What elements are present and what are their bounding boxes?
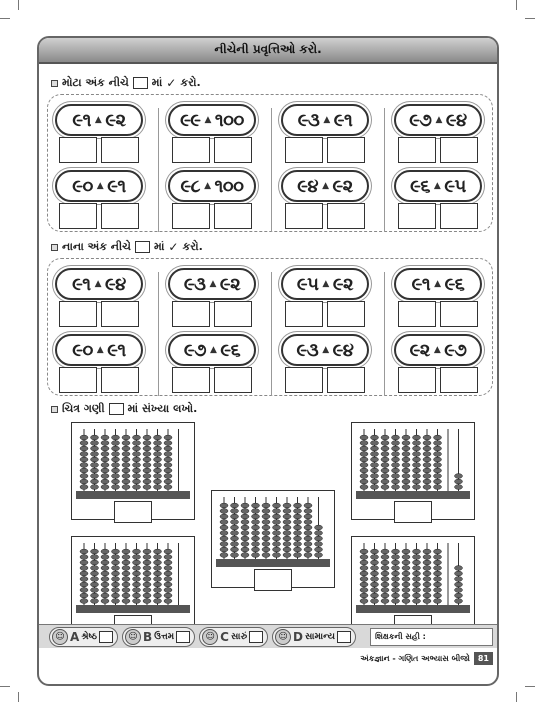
answer-box[interactable] — [172, 301, 210, 327]
grade-b — [122, 627, 195, 647]
number-pair — [390, 334, 486, 394]
instruction-text: નાના અંક નીચે — [62, 240, 131, 253]
number-pair — [164, 104, 260, 164]
number-pair — [390, 268, 486, 328]
separator-icon: ▲ — [323, 115, 330, 125]
separator-icon: ▲ — [434, 279, 441, 289]
crop-mark — [0, 18, 10, 19]
answer-box[interactable] — [101, 367, 139, 393]
number-left: ૯૩ — [297, 109, 320, 131]
number-right: ૯૨ — [332, 175, 353, 197]
column-divider — [271, 108, 272, 232]
number-right: ૯૪ — [105, 273, 126, 295]
answer-box[interactable] — [172, 137, 210, 163]
answer-box[interactable] — [101, 301, 139, 327]
answer-box-icon — [135, 241, 150, 253]
answer-box[interactable] — [327, 301, 365, 327]
number-left: ૯૩ — [296, 339, 319, 361]
answer-box[interactable] — [440, 203, 478, 229]
number-left: ૯૮ — [180, 175, 201, 197]
number-left: ૯૪ — [297, 175, 319, 197]
grade-d — [272, 627, 356, 647]
grade-checkbox[interactable] — [99, 631, 113, 643]
smiley-face-icon: ☺ — [52, 629, 68, 645]
column-divider — [384, 108, 385, 232]
number-right: ૯૧ — [333, 109, 353, 131]
count-answer-box[interactable] — [394, 501, 432, 523]
teacher-signature-label: શિક્ષકની સહી : — [374, 631, 426, 641]
grade-bar — [39, 624, 497, 648]
number-cloud — [281, 334, 369, 366]
smiley-face-icon: ☺ — [275, 629, 291, 645]
answer-box[interactable] — [285, 203, 323, 229]
number-left: ૯૭ — [183, 339, 206, 361]
separator-icon: ▲ — [209, 279, 216, 289]
number-cloud — [55, 170, 143, 202]
square-bullet-icon — [51, 244, 58, 251]
separator-icon: ▲ — [94, 279, 102, 289]
count-answer-box[interactable] — [114, 501, 152, 523]
number-cloud — [55, 104, 143, 136]
number-cloud — [168, 334, 256, 366]
check-mark-icon: ✓ — [168, 240, 179, 254]
number-right: ૯૭ — [444, 339, 467, 361]
abacus-picture — [71, 422, 195, 520]
instruction-text: માં સંખ્યા લખો. — [127, 402, 198, 415]
answer-box[interactable] — [398, 301, 436, 327]
answer-box[interactable] — [214, 203, 252, 229]
instruction-text: માં — [151, 76, 163, 89]
number-right: ૯૨ — [332, 273, 354, 295]
instruction-text: કરો. — [180, 76, 201, 89]
crop-mark — [18, 692, 19, 702]
column-divider — [271, 272, 272, 396]
answer-box[interactable] — [214, 137, 252, 163]
crop-mark — [525, 686, 535, 687]
crop-mark — [516, 0, 517, 10]
number-cloud — [281, 104, 369, 136]
number-pair — [390, 104, 486, 164]
number-cloud — [394, 104, 482, 136]
answer-box-icon — [109, 403, 124, 415]
separator-icon: ▲ — [96, 345, 104, 355]
separator-icon: ▲ — [210, 345, 217, 355]
number-cloud — [281, 170, 369, 202]
teacher-signature-field[interactable] — [370, 628, 493, 646]
answer-box[interactable] — [59, 203, 97, 229]
separator-icon: ▲ — [204, 115, 211, 125]
crop-mark — [516, 692, 517, 702]
answer-box[interactable] — [398, 367, 436, 393]
answer-box[interactable] — [285, 367, 323, 393]
number-pair — [164, 170, 260, 230]
answer-box[interactable] — [59, 367, 97, 393]
answer-box[interactable] — [440, 137, 478, 163]
answer-box[interactable] — [440, 301, 478, 327]
number-pair — [51, 170, 147, 230]
number-left: ૯૭ — [409, 109, 432, 131]
number-cloud — [281, 268, 369, 300]
number-left: ૯૯ — [180, 109, 201, 131]
grade-checkbox[interactable] — [176, 631, 190, 643]
abacus-picture — [211, 490, 335, 588]
page-title: નીચેની પ્રવૃત્તિઓ કરો. — [214, 42, 322, 56]
number-left: ૯૬ — [410, 175, 430, 197]
grade-c — [199, 627, 268, 647]
answer-box[interactable] — [59, 301, 97, 327]
number-right: ૧૦૦ — [214, 175, 244, 197]
check-mark-icon: ✓ — [166, 76, 177, 90]
grade-letter: C — [220, 629, 229, 644]
number-left: ૯૧ — [72, 273, 91, 295]
grade-checkbox[interactable] — [337, 631, 351, 643]
number-pair — [164, 268, 260, 328]
number-left: ૯૨ — [409, 339, 430, 361]
number-right: ૧૦૦ — [214, 109, 244, 131]
grade-label: સારું — [230, 631, 248, 642]
number-left: ૯૫ — [296, 273, 319, 295]
grade-checkbox[interactable] — [249, 631, 263, 643]
column-divider — [158, 272, 159, 396]
number-pair — [164, 334, 260, 394]
separator-icon: ▲ — [433, 345, 441, 355]
instruction-count — [51, 402, 197, 416]
separator-icon: ▲ — [322, 181, 329, 191]
separator-icon: ▲ — [433, 181, 441, 191]
number-pair — [277, 170, 373, 230]
abacus-picture — [71, 536, 195, 634]
answer-box[interactable] — [398, 203, 436, 229]
number-left: ૯૦ — [72, 175, 93, 197]
number-pair — [390, 170, 486, 230]
number-right: ૯૬ — [220, 339, 241, 361]
instruction-bigger — [51, 76, 201, 90]
abacus-picture — [351, 422, 475, 520]
grade-letter: A — [70, 629, 80, 644]
number-cloud — [55, 268, 143, 300]
crop-mark — [525, 18, 535, 19]
answer-box[interactable] — [327, 137, 365, 163]
answer-box[interactable] — [101, 137, 139, 163]
crop-mark — [18, 0, 19, 10]
number-right: ૯૧ — [107, 339, 126, 361]
number-pair — [51, 268, 147, 328]
number-pair — [277, 268, 373, 328]
grade-a — [49, 627, 118, 647]
count-answer-box[interactable] — [254, 569, 292, 591]
answer-box[interactable] — [440, 367, 478, 393]
page-number: 81 — [474, 652, 493, 665]
number-left: ૯૦ — [72, 339, 93, 361]
answer-box[interactable] — [214, 367, 252, 393]
answer-box[interactable] — [285, 137, 323, 163]
number-left: ૯૧ — [72, 109, 91, 131]
instruction-text: મોટા અંક નીચે — [62, 76, 129, 89]
number-cloud — [394, 334, 482, 366]
separator-icon: ▲ — [204, 181, 211, 191]
answer-box[interactable] — [214, 301, 252, 327]
number-pair — [51, 334, 147, 394]
number-cloud — [168, 268, 256, 300]
answer-box[interactable] — [327, 367, 365, 393]
square-bullet-icon — [51, 406, 58, 413]
separator-icon: ▲ — [322, 279, 329, 289]
number-right: ૯૬ — [444, 273, 465, 295]
instruction-text: કરો. — [182, 240, 203, 253]
number-cloud — [55, 334, 143, 366]
separator-icon: ▲ — [435, 115, 442, 125]
instruction-text: ચિત્ર ગણી — [62, 402, 105, 415]
answer-box[interactable] — [285, 301, 323, 327]
answer-box[interactable] — [101, 203, 139, 229]
instruction-smaller — [51, 240, 203, 254]
number-right: ૯૫ — [444, 175, 466, 197]
smiley-face-icon: ☺ — [125, 629, 141, 645]
number-right: ૯૪ — [445, 109, 467, 131]
separator-icon: ▲ — [96, 181, 104, 191]
number-cloud — [168, 170, 256, 202]
instruction-text: માં — [153, 240, 165, 253]
number-cloud — [394, 170, 482, 202]
answer-box[interactable] — [59, 137, 97, 163]
number-pair — [51, 104, 147, 164]
number-left: ૯૩ — [183, 273, 206, 295]
grade-letter: D — [293, 629, 304, 644]
grade-label: ઉત્તમ — [154, 631, 175, 642]
footer-text: અંકજ્ઞાન - ગણિત અભ્યાસ બીજો — [360, 653, 470, 663]
number-pair — [277, 104, 373, 164]
smiley-face-icon: ☺ — [202, 629, 218, 645]
answer-box[interactable] — [172, 367, 210, 393]
number-cloud — [168, 104, 256, 136]
page-footer — [360, 652, 493, 665]
column-divider — [158, 108, 159, 232]
answer-box[interactable] — [398, 137, 436, 163]
column-divider — [384, 272, 385, 396]
separator-icon: ▲ — [94, 115, 102, 125]
number-left: ૯૧ — [411, 273, 431, 295]
crop-mark — [0, 686, 10, 687]
answer-box[interactable] — [327, 203, 365, 229]
worksheet-page — [37, 36, 499, 686]
number-right: ૯૨ — [105, 109, 126, 131]
number-right: ૯૪ — [332, 339, 354, 361]
number-pair — [277, 334, 373, 394]
abacus-picture — [351, 536, 475, 634]
number-cloud — [394, 268, 482, 300]
number-right: ૯૨ — [219, 273, 241, 295]
number-right: ૯૧ — [107, 175, 126, 197]
square-bullet-icon — [51, 80, 58, 87]
grade-letter: B — [142, 629, 153, 644]
grade-label: સામાન્ય — [305, 631, 335, 642]
answer-box[interactable] — [172, 203, 210, 229]
separator-icon: ▲ — [322, 345, 329, 355]
answer-box-icon — [133, 77, 148, 89]
grade-label: શ્રેષ્ઠ — [81, 631, 97, 642]
